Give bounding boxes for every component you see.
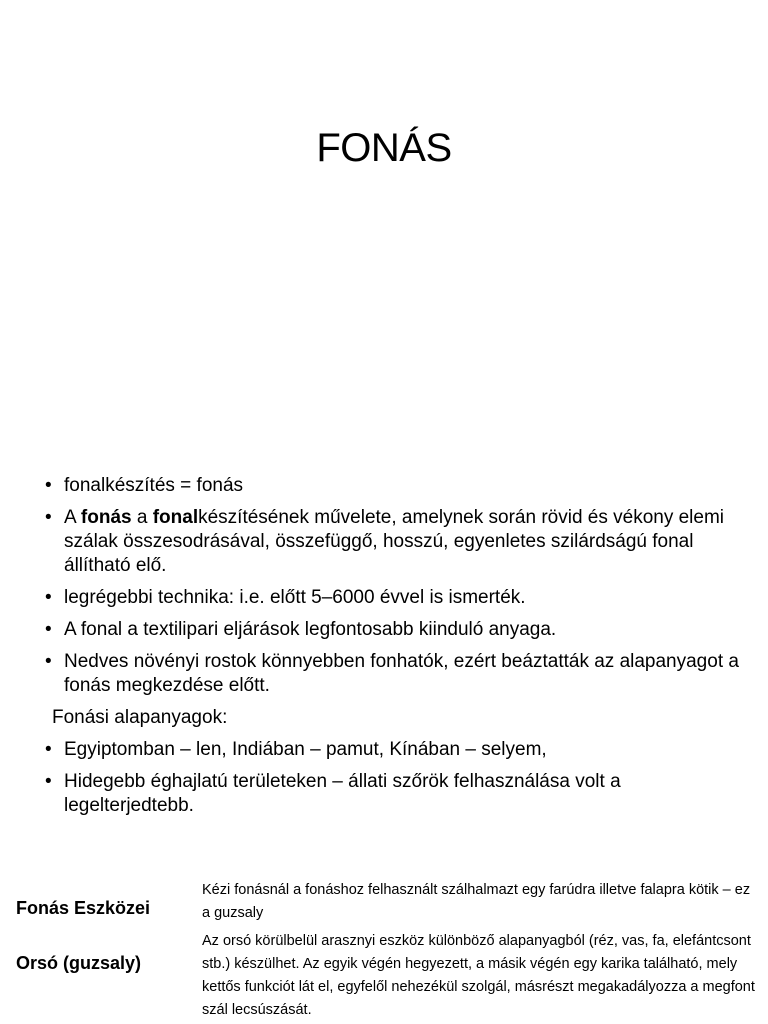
tools-label: Fonás Eszközei: [16, 898, 151, 918]
list-item: • legrégebbi technika: i.e. előtt 5–6000 évvel is ismerték.: [44, 586, 744, 610]
spindle-label: Orsó (guzsaly): [16, 953, 142, 973]
list-item: • Hidegebb éghajlatú területeken – állati szőrök felhasználása volt a legelterjedtebb.: [44, 770, 744, 818]
materials-heading: Fonási alapanyagok:: [52, 707, 228, 728]
list-item: • A fonal a textilipari eljárások legfontosabb kiinduló anyaga.: [44, 618, 744, 642]
list-item: [44, 506, 744, 578]
list-item: • Egyiptomban – len, Indiában – pamut, Kínában – selyem,: [44, 738, 744, 762]
bold-term: fonás: [80, 507, 132, 528]
text-fragment: a: [131, 507, 153, 528]
text-fragment: készítésének művelete, amelynek során rövid és vékony elemi szálak összesodrásával, összefüggő, hosszú, egyenletes szilárdságú fonal állítható elő.: [64, 507, 725, 576]
list-item: • fonalkészítés = fonás: [44, 474, 744, 498]
spindle-description: Az orsó körülbelül arasznyi eszköz különböző alapanyagból (réz, vas, fa, elefántcsont stb.) készülhet. Az egyik végén hegyezett, a másik végén egy karika található, mely kettős funkciót lát el, egyfelől nehezékül szolgál, másrészt megakadályozza a megfont szál lecsúszását.: [202, 933, 755, 1018]
main-content: [44, 474, 744, 826]
list-item: • Nedves növényi rostok könnyebben fonhatók, ezért beáztatták az alapanyagot a fonás megkezdése előtt.: [44, 650, 744, 698]
bullet-list: [44, 474, 744, 698]
tools-description: Kézi fonásnál a fonáshoz felhasznált szálhalmazt egy farúdra illetve falapra kötik – ez a guzsaly: [202, 882, 751, 921]
page-title: FONÁS: [316, 126, 452, 170]
materials-list: [44, 738, 744, 818]
text-fragment: A: [64, 507, 81, 528]
bold-term: fonal: [152, 507, 199, 528]
